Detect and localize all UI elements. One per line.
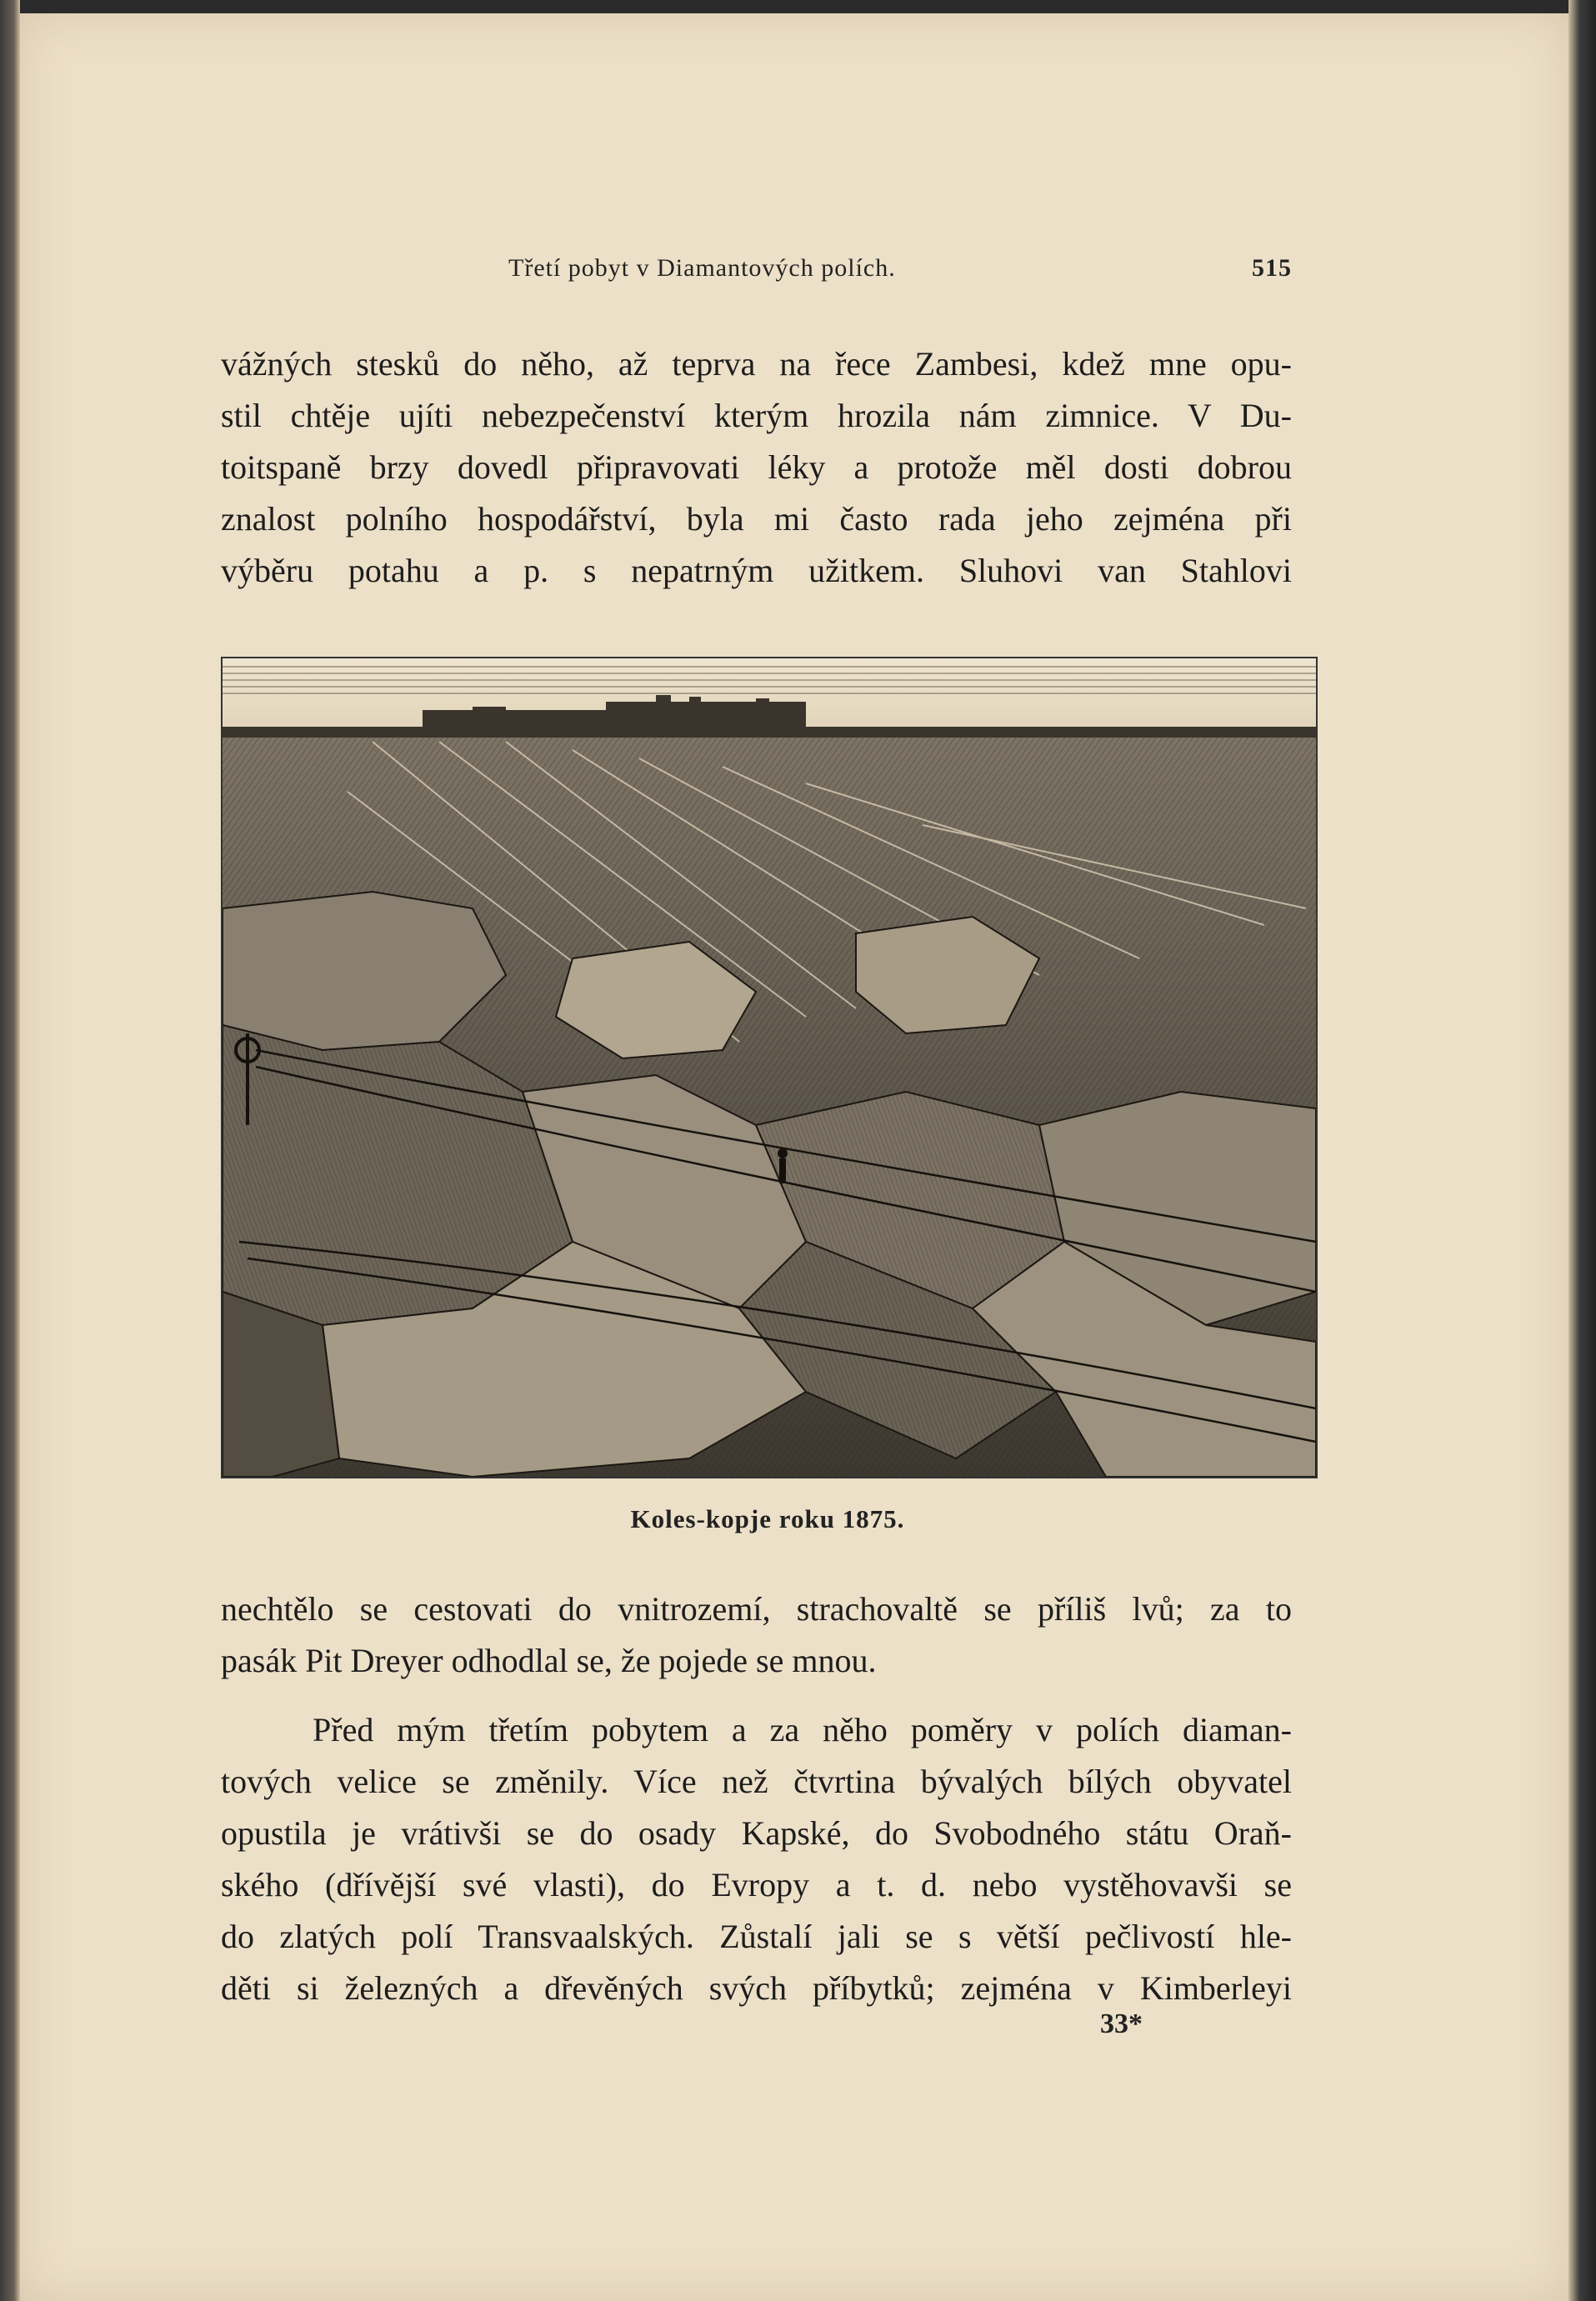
text-line: děti si železných a dřevěných svých příbytků; zejména v Kimberleyi [221,1969,1292,2007]
text-line: znalost polního hospodářství, byla mi často rada jeho zejména při [221,500,1292,538]
text-line: vážných stesků do něho, až teprva na řece Zambesi, kdež mne opu- [221,345,1292,383]
text-line: Před mým třetím pobytem a za něho poměry v polích diaman- [313,1711,1292,1748]
running-header [221,254,1292,288]
text-line: toitspaně brzy dovedl připravovati léky a protože měl dosti dobrou [221,448,1292,486]
engraving-picture [223,658,1316,1477]
text-line: nechtělo se cestovati do vnitrozemí, strachovaltě se příliš lvů; za to [221,1590,1292,1628]
paragraph-top [221,338,1292,597]
figure-caption: Koles-kopje roku 1875. [630,1504,905,1533]
text-line: stil chtěje ujíti nebezpečenství kterým hrozila nám zimnice. V Du- [221,397,1292,434]
signature-mark: 33* [1100,2008,1143,2039]
text-line: ského (dřívější své vlasti), do Evropy a t. d. nebo vystěhovavši se [221,1866,1292,1903]
text-line: do zlatých polí Transvaalských. Zůstalí jali se s větší pečlivostí hle- [221,1918,1292,1955]
text-line: tových velice se změnily. Více než čtvrtina bývalých bílých obyvatel [221,1763,1292,1800]
text-line: opustila je vrátivši se do osady Kapské, do Svobodného státu Oraň- [221,1814,1292,1852]
engraving-koles-kopje [221,657,1318,1478]
paragraph-next [221,1704,1292,2014]
running-title: Třetí pobyt v Diamantových polích. [508,254,896,282]
paragraph-continue [221,1583,1292,1687]
text-line: pasák Pit Dreyer odhodlal se, že pojede se mnou. [221,1642,877,1679]
book-spine-shadow [0,0,20,2301]
page-number: 515 [1252,254,1292,282]
text-line: výběru potahu a p. s nepatrným užitkem. Sluhovi van Stahlovi [221,552,1292,589]
page-edge-shadow [1568,0,1596,2301]
